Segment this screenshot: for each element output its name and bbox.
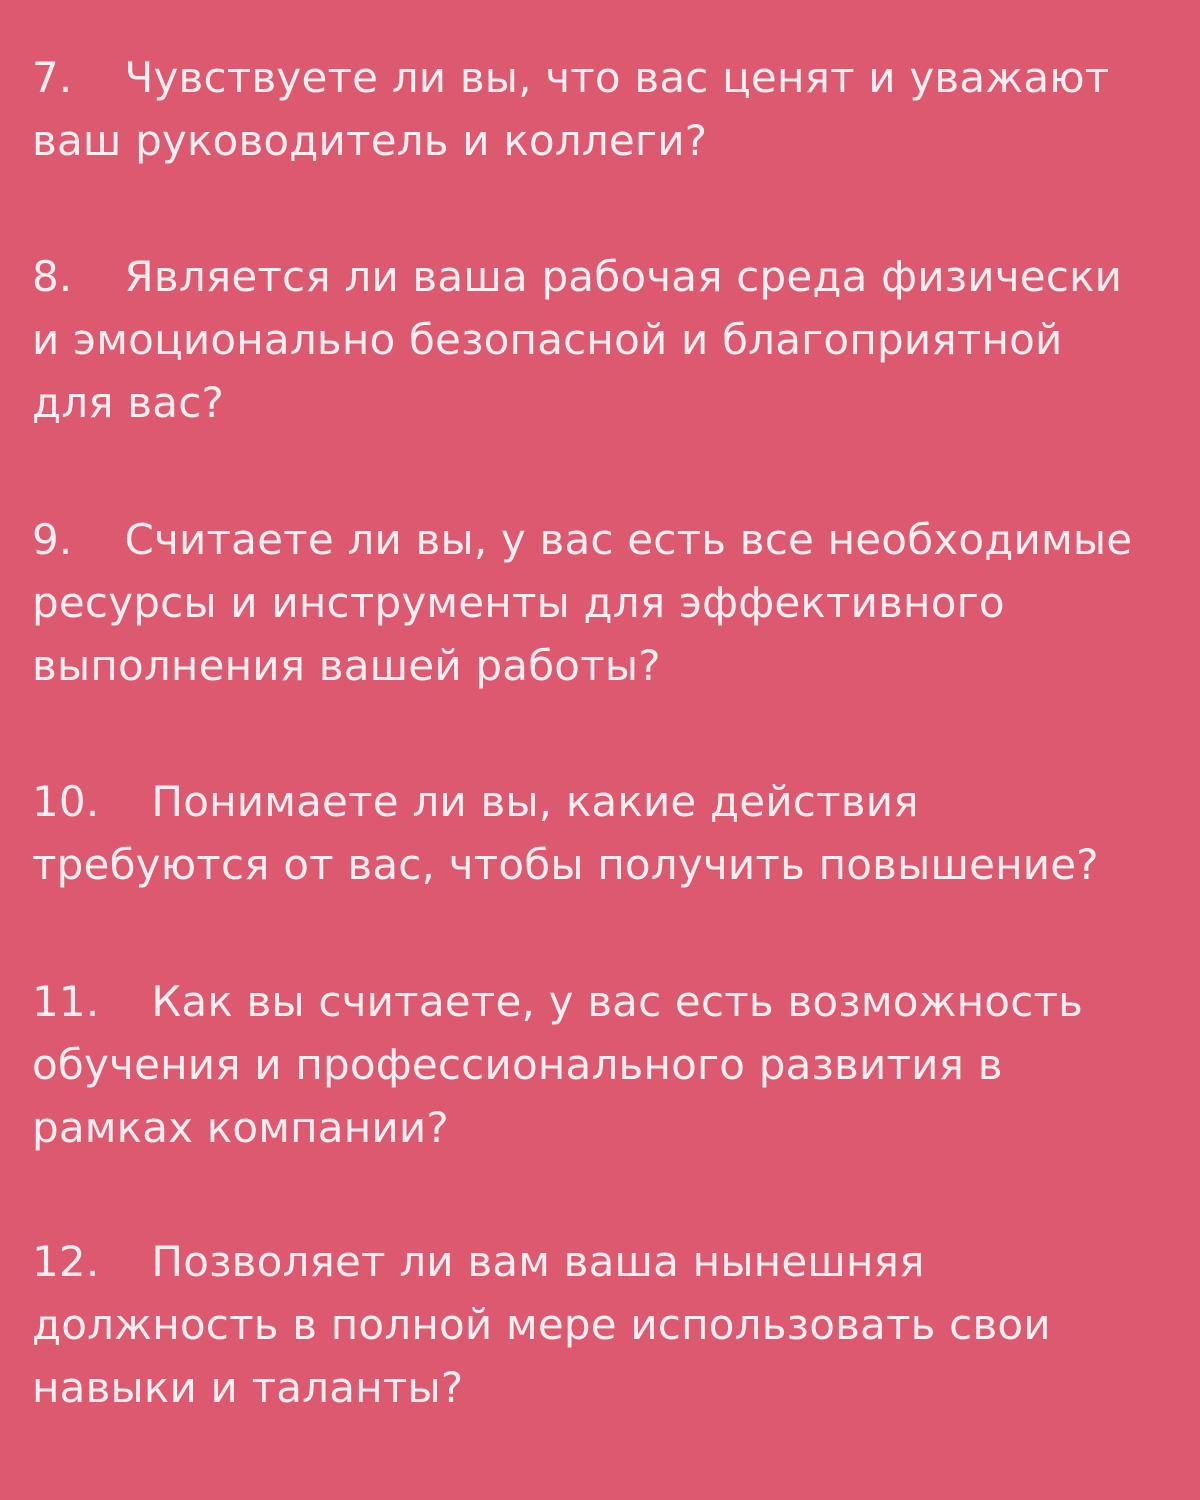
- question-first-line: [32, 508, 1172, 571]
- question-7: [32, 46, 1172, 172]
- question-10: [32, 770, 1172, 896]
- question-text-line: Считаете ли вы, у вас есть все необходимые: [124, 515, 1133, 564]
- question-text-line: выполнения вашей работы?: [32, 641, 661, 690]
- question-first-line: [32, 245, 1172, 308]
- question-text-line: Как вы считаете, у вас есть возможность: [151, 977, 1084, 1026]
- question-text-line: навыки и таланты?: [32, 1363, 464, 1412]
- question-number: 7.: [32, 53, 73, 102]
- question-first-line: [32, 970, 1172, 1033]
- question-text-line: должность в полной мере использовать свои: [32, 1300, 1051, 1349]
- question-text-line: и эмоционально безопасной и благоприятной: [32, 315, 1063, 364]
- question-first-line: [32, 46, 1172, 109]
- question-text-line: Является ли ваша рабочая среда физически: [124, 252, 1123, 301]
- question-text-line: требуются от вас, чтобы получить повышение?: [32, 840, 1099, 889]
- question-first-line: [32, 770, 1172, 833]
- question-text-line: для вас?: [32, 378, 224, 427]
- question-text-line: ресурсы и инструменты для эффективного: [32, 578, 1005, 627]
- question-text-line: рамках компании?: [32, 1103, 449, 1152]
- question-text-line: ваш руководитель и коллеги?: [32, 116, 708, 165]
- question-number: 8.: [32, 252, 73, 301]
- question-text-line: Понимаете ли вы, какие действия: [151, 777, 919, 826]
- question-12: [32, 1230, 1172, 1419]
- question-text-line: обучения и профессионального развития в: [32, 1040, 1003, 1089]
- question-number: 12.: [32, 1237, 100, 1286]
- question-number: 9.: [32, 515, 73, 564]
- question-text-line: Позволяет ли вам ваша нынешняя: [151, 1237, 925, 1286]
- question-text-line: Чувствуете ли вы, что вас ценят и уважают: [124, 53, 1110, 102]
- question-9: [32, 508, 1172, 697]
- question-number: 10.: [32, 777, 100, 826]
- question-first-line: [32, 1230, 1172, 1293]
- question-11: [32, 970, 1172, 1159]
- question-8: [32, 245, 1172, 434]
- question-number: 11.: [32, 977, 100, 1026]
